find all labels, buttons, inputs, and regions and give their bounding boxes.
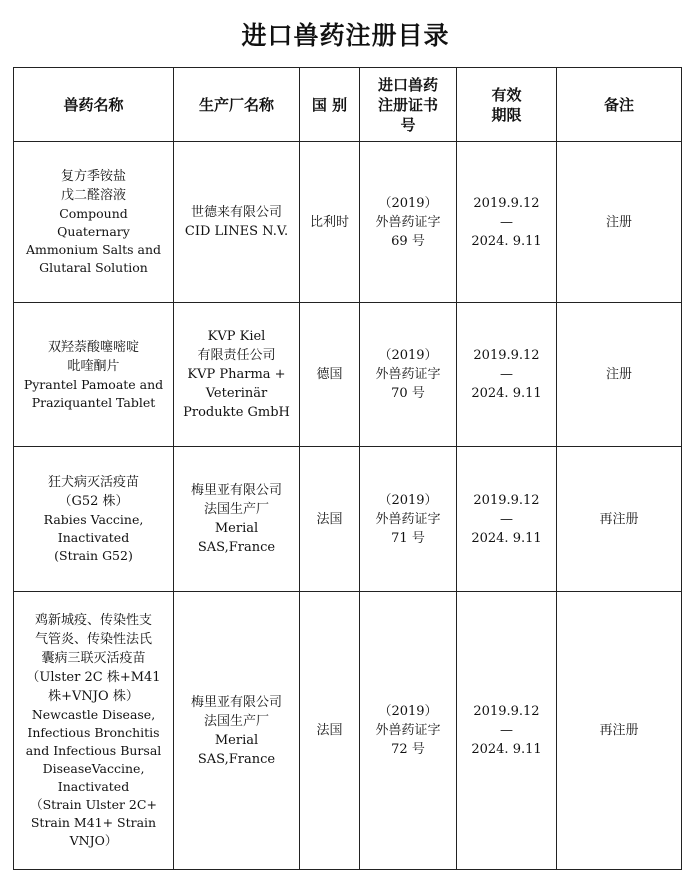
text-line: Praziquantel Tablet <box>31 394 156 410</box>
remark-cell: 注册 <box>557 303 682 447</box>
text-line: 期限 <box>491 105 522 124</box>
text-line: SAS,France <box>197 540 276 555</box>
text-line: 2024. 9.11 <box>471 233 542 249</box>
text-line: 2019.9.12 <box>473 195 540 211</box>
text-line: — <box>500 214 513 230</box>
text-line: 有限责任公司 <box>197 348 276 363</box>
text-line: 吡喹酮片 <box>67 358 120 374</box>
text-line: Produkte GmbH <box>183 405 290 420</box>
text-line: — <box>500 511 513 527</box>
text-line: （2019） <box>378 195 438 211</box>
table-row <box>14 142 682 303</box>
drug-name-cn <box>16 167 171 205</box>
drug-name-en <box>16 511 171 565</box>
text-line: 外兽药证字 <box>375 511 441 527</box>
drug-name-en <box>16 205 171 277</box>
period-cell <box>457 142 557 303</box>
text-line: Merial <box>214 732 259 748</box>
cert-cell <box>360 592 457 870</box>
text-line: Veterinär <box>205 386 268 401</box>
text-line: 鸡新城疫、传染性支 <box>34 613 152 628</box>
text-line: CID LINES N.V. <box>184 224 289 239</box>
page-title: 进口兽药注册目录 <box>241 21 450 50</box>
table-row <box>14 303 682 447</box>
text-line: and Infectious Bursal <box>25 743 162 758</box>
text-line: 世德来有限公司 <box>190 205 282 220</box>
text-line: 71 号 <box>391 530 425 546</box>
drug-name-cell <box>14 592 174 870</box>
text-line: Compound <box>59 206 128 221</box>
text-line: — <box>500 367 513 382</box>
text-line: 兽药名称 <box>63 95 124 114</box>
text-line: （2019） <box>378 348 438 363</box>
text-line: Newcastle Disease, <box>31 707 156 722</box>
text-line: （2019） <box>378 704 438 719</box>
text-line: 69 号 <box>391 233 425 249</box>
text-line: 株+VNJO 株） <box>48 689 139 704</box>
registration-table <box>13 67 682 870</box>
text-line: Glutaral Solution <box>39 260 148 275</box>
table-row <box>14 592 682 870</box>
drug-name-en <box>16 706 171 850</box>
drug-name-cell <box>14 303 174 447</box>
text-line: DiseaseVaccine, <box>42 761 145 776</box>
drug-name-cn <box>16 611 171 706</box>
text-line: 2019.9.12 <box>473 492 540 508</box>
text-line: 外兽药证字 <box>375 723 441 738</box>
drug-name-cn <box>16 338 171 376</box>
drug-name-cell <box>14 447 174 592</box>
text-line: 外兽药证字 <box>375 367 441 382</box>
text-line: Rabies Vaccine, <box>43 512 144 527</box>
remark-cell: 再注册 <box>557 592 682 870</box>
header-maker <box>174 68 300 142</box>
text-line: KVP Kiel <box>207 329 266 344</box>
drug-name-cn <box>16 473 171 511</box>
text-line: (Strain G52) <box>54 548 133 563</box>
text-line: Pyrantel Pamoate and <box>23 376 164 392</box>
cert-cell <box>360 142 457 303</box>
text-line: 狂犬病灭活疫苗 <box>47 475 139 490</box>
text-line: 梅里亚有限公司 <box>190 694 282 710</box>
text-line: Ammonium Salts and <box>25 242 162 257</box>
text-line: 国 别 <box>311 95 348 114</box>
cert-cell <box>360 303 457 447</box>
text-line: VNJO） <box>69 833 118 848</box>
country-cell: 比利时 <box>300 142 360 303</box>
header-row <box>14 68 682 142</box>
text-line: 复方季铵盐 <box>60 169 126 184</box>
country-cell: 法国 <box>300 447 360 592</box>
maker-cell <box>174 142 300 303</box>
text-line: 有效 <box>491 85 522 104</box>
header-cert <box>360 68 457 142</box>
text-line: 生产厂名称 <box>198 95 274 114</box>
table-row <box>14 447 682 592</box>
text-line: — <box>500 723 513 738</box>
text-line: 2019.9.12 <box>473 348 540 363</box>
maker-cell <box>174 447 300 592</box>
text-line: 72 号 <box>391 742 425 757</box>
remark-cell: 注册 <box>557 142 682 303</box>
period-cell <box>457 592 557 870</box>
text-line: （Ulster 2C 株+M41 <box>26 670 161 685</box>
maker-cell <box>174 303 300 447</box>
drug-name-en <box>16 376 171 412</box>
text-line: 外兽药证字 <box>375 214 441 230</box>
period-cell <box>457 303 557 447</box>
text-line: 号 <box>400 115 416 134</box>
text-line: KVP Pharma + <box>187 367 286 382</box>
text-line: 2019.9.12 <box>473 704 540 719</box>
country-cell: 法国 <box>300 592 360 870</box>
text-line: Inactivated <box>57 779 130 794</box>
text-line: 囊病三联灭活疫苗 <box>41 651 146 666</box>
header-name <box>14 68 174 142</box>
text-line: 戊二醛溶液 <box>60 188 126 203</box>
maker-cell <box>174 592 300 870</box>
text-line: 双羟萘酸噻嘧啶 <box>47 339 139 355</box>
text-line: 70 号 <box>391 386 425 401</box>
text-line: 注册证书 <box>377 95 438 114</box>
cert-cell <box>360 447 457 592</box>
drug-name-cell <box>14 142 174 303</box>
text-line: 2024. 9.11 <box>471 530 542 546</box>
text-line: 法国生产厂 <box>203 713 269 729</box>
text-line: Quaternary <box>57 224 130 239</box>
text-line: Inactivated <box>57 530 130 545</box>
remark-cell: 再注册 <box>557 447 682 592</box>
text-line: （G52 株） <box>58 494 129 509</box>
text-line: 备注 <box>603 95 634 114</box>
text-line: 梅里亚有限公司 <box>190 483 282 498</box>
text-line: 法国生产厂 <box>203 502 269 517</box>
text-line: 进口兽药 <box>377 75 438 94</box>
text-line: 气管炎、传染性法氏 <box>34 632 152 647</box>
text-line: Strain M41+ Strain <box>30 815 157 830</box>
text-line: （2019） <box>378 492 438 508</box>
header-period <box>457 68 557 142</box>
text-line: （Strain Ulster 2C+ <box>30 797 157 812</box>
text-line: Infectious Bronchitis <box>27 725 160 740</box>
text-line: 2024. 9.11 <box>471 386 542 401</box>
header-country <box>300 68 360 142</box>
header-remark <box>557 68 682 142</box>
country-cell: 德国 <box>300 303 360 447</box>
text-line: 2024. 9.11 <box>471 742 542 757</box>
period-cell <box>457 447 557 592</box>
text-line: SAS,France <box>197 751 276 767</box>
text-line: Merial <box>214 521 259 536</box>
